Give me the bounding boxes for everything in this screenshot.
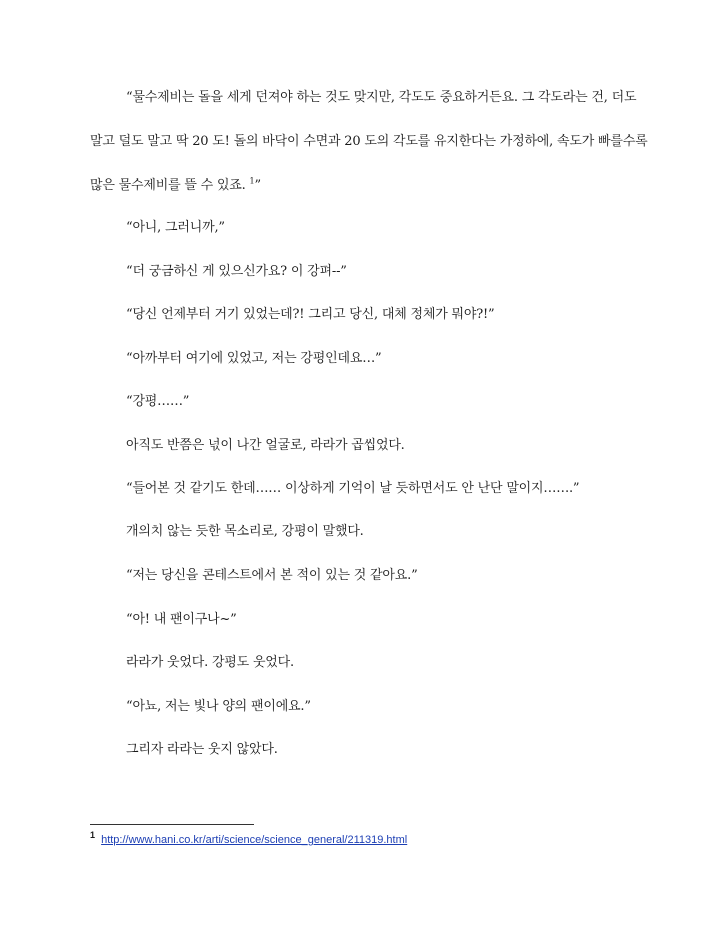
footnote-separator [90, 824, 254, 825]
paragraph-12: 라라가 웃었다. 강평도 웃었다. [126, 655, 294, 670]
paragraph-11: “아! 내 팬이구나~” [126, 612, 237, 627]
paragraph-2: “아니, 그러니까,” [126, 220, 225, 235]
paragraph-13: “아뇨, 저는 빛나 양의 팬이에요.” [126, 699, 311, 714]
paragraph-14: 그리자 라라는 웃지 않았다. [126, 742, 278, 757]
paragraph-10: “저는 당신을 콘테스트에서 본 적이 있는 것 같아요.” [126, 568, 418, 583]
footnote [90, 832, 407, 848]
paragraph-3: “더 궁금하신 게 있으신가요? 이 강펴--” [126, 264, 347, 279]
paragraph-8: “들어본 것 같기도 한데…… 이상하게 기억이 날 듯하면서도 안 난단 말이지…….” [126, 481, 580, 496]
paragraph-1-line-1: “물수제비는 돌을 세게 던져야 하는 것도 맞지만, 각도도 중요하거든요. 그 각도라는 건, 더도 [126, 90, 637, 105]
closing-quote: ” [254, 178, 261, 193]
paragraph-6: “강평……” [126, 394, 190, 409]
paragraph-1-line-2: 말고 덜도 말고 딱 20 도! 돌의 바닥이 수면과 20 도의 각도를 유지한다는 가정하에, 속도가 빠를수록 [90, 134, 648, 149]
footnote-link[interactable]: http://www.hani.co.kr/arti/science/science_general/211319.html [101, 834, 408, 846]
footnote-number: 1 [90, 830, 96, 841]
footnote-reference[interactable]: 1 [249, 176, 255, 186]
paragraph-1-line-3 [90, 176, 650, 196]
paragraph-7: 아직도 반쯤은 넋이 나간 얼굴로, 라라가 곱씹었다. [126, 438, 405, 453]
paragraph-1-line-3-text: 많은 물수제비를 뜰 수 있죠. [90, 178, 246, 193]
paragraph-4: “당신 언제부터 거기 있었는데?! 그리고 당신, 대체 정체가 뭐야?!” [126, 307, 495, 322]
paragraph-5: “아까부터 여기에 있었고, 저는 강평인데요…” [126, 351, 382, 366]
paragraph-9: 개의치 않는 듯한 목소리로, 강평이 말했다. [126, 524, 364, 539]
